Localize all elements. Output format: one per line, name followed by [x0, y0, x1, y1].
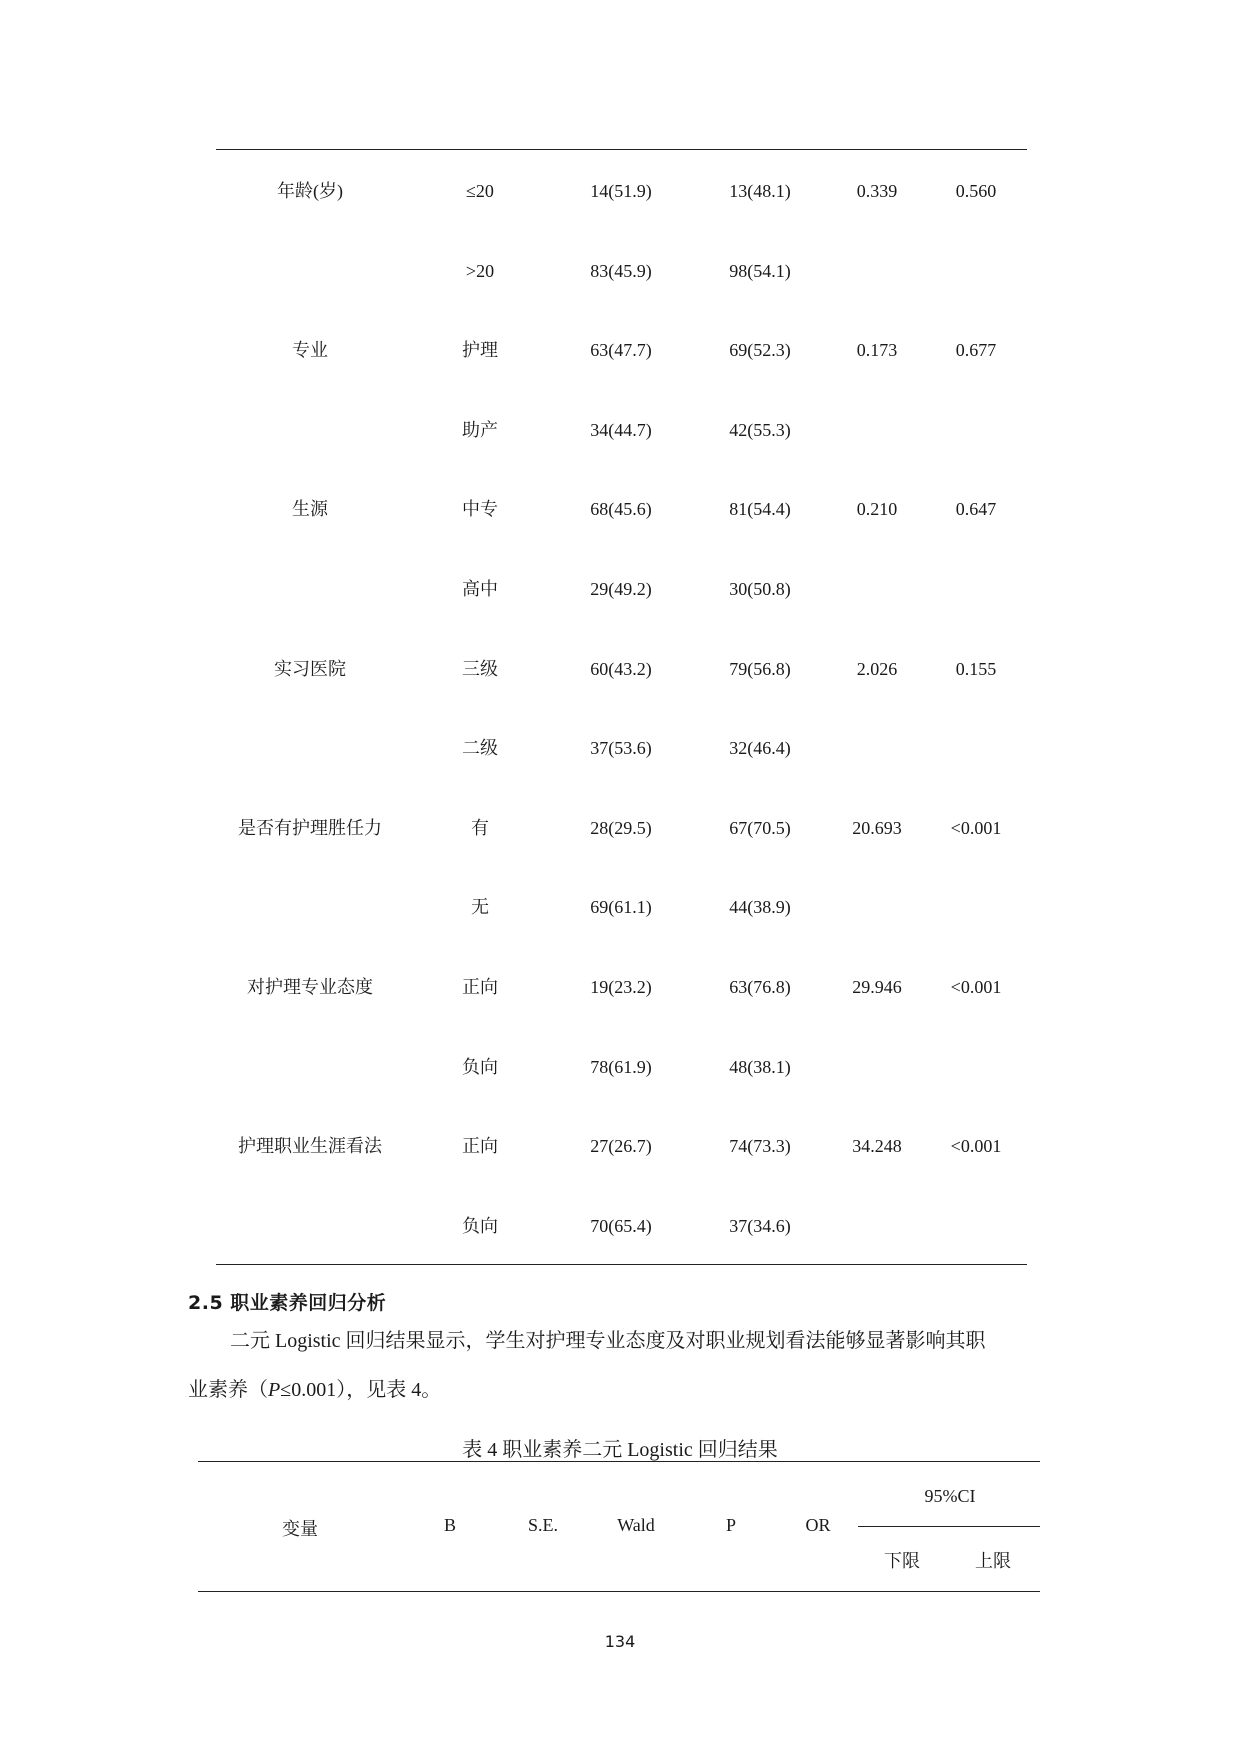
table3-bottom-rule: [216, 1264, 1027, 1265]
table4-ci-rule: [858, 1526, 1040, 1527]
cell-variable: 护理职业生涯看法: [238, 1136, 382, 1156]
paragraph-text: 二元 Logistic 回归结果显示，学生对护理专业态度及对职业规划看法能够显著影响其职: [230, 1330, 986, 1352]
cell-p-value: 0.677: [955, 340, 997, 360]
cell-count-1: 19(23.2): [590, 977, 652, 997]
cell-variable: 专业: [292, 340, 328, 360]
cell-count-2: 42(55.3): [729, 420, 791, 440]
table4-top-rule: [198, 1461, 1040, 1462]
cell-variable: 是否有护理胜任力: [238, 818, 382, 838]
table4-header-p: P: [725, 1515, 737, 1535]
page-number: 134: [604, 1632, 636, 1651]
cell-count-2: 67(70.5): [729, 818, 791, 838]
cell-count-2: 13(48.1): [729, 181, 791, 201]
cell-group: 助产: [462, 420, 498, 440]
cell-count-1: 68(45.6): [590, 499, 652, 519]
cell-statistic: 0.339: [856, 181, 898, 201]
cell-group: 三级: [462, 659, 498, 679]
cell-group: 护理: [462, 340, 498, 360]
table4-header-or: OR: [805, 1515, 831, 1535]
cell-group: 无: [471, 897, 489, 917]
paragraph-line-1: [188, 1327, 1052, 1355]
cell-p-value: 0.560: [955, 181, 997, 201]
cell-count-1: 28(29.5): [590, 818, 652, 838]
table4-caption: 表 4 职业素养二元 Logistic 回归结果: [462, 1439, 778, 1461]
table4-header-var: 变量: [282, 1519, 318, 1539]
cell-count-1: 14(51.9): [590, 181, 652, 201]
cell-count-2: 79(56.8): [729, 659, 791, 679]
cell-count-1: 78(61.9): [590, 1057, 652, 1077]
section-heading: 2.5 职业素养回归分析: [188, 1292, 387, 1314]
cell-count-1: 60(43.2): [590, 659, 652, 679]
paragraph-text-post: ≤0.001），见表 4。: [280, 1379, 442, 1401]
cell-count-2: 81(54.4): [729, 499, 791, 519]
cell-p-value: <0.001: [950, 818, 1002, 838]
cell-variable: 生源: [292, 499, 328, 519]
cell-group: 负向: [462, 1057, 498, 1077]
cell-count-2: 63(76.8): [729, 977, 791, 997]
cell-count-2: 37(34.6): [729, 1216, 791, 1236]
paragraph-line-2: [188, 1376, 1052, 1404]
cell-count-1: 37(53.6): [590, 738, 652, 758]
table4-header-lower: 下限: [884, 1551, 920, 1571]
cell-statistic: 29.946: [852, 977, 902, 997]
cell-group: ≤20: [466, 181, 494, 201]
cell-count-1: 63(47.7): [590, 340, 652, 360]
cell-group: 负向: [462, 1216, 498, 1236]
cell-group: 高中: [462, 579, 498, 599]
cell-count-2: 69(52.3): [729, 340, 791, 360]
cell-group: 二级: [462, 738, 498, 758]
cell-group: 正向: [462, 977, 498, 997]
cell-p-value: 0.647: [955, 499, 997, 519]
cell-variable: 实习医院: [274, 659, 346, 679]
cell-group: 中专: [462, 499, 498, 519]
cell-count-2: 44(38.9): [729, 897, 791, 917]
table4-header-ci: 95%CI: [924, 1486, 976, 1506]
p-symbol: P: [268, 1379, 281, 1401]
table4-header-wald: Wald: [617, 1515, 655, 1535]
cell-count-1: 83(45.9): [590, 261, 652, 281]
cell-variable: 年龄(岁): [277, 181, 343, 201]
cell-statistic: 34.248: [852, 1136, 902, 1156]
cell-count-1: 29(49.2): [590, 579, 652, 599]
cell-count-1: 34(44.7): [590, 420, 652, 440]
table4-header-upper: 上限: [975, 1551, 1011, 1571]
cell-group: >20: [465, 261, 495, 281]
cell-group: 正向: [462, 1136, 498, 1156]
cell-statistic: 0.173: [856, 340, 898, 360]
cell-p-value: <0.001: [950, 1136, 1002, 1156]
cell-count-1: 69(61.1): [590, 897, 652, 917]
cell-count-2: 98(54.1): [729, 261, 791, 281]
paragraph-text-pre: 业素养（: [188, 1379, 268, 1401]
cell-count-2: 32(46.4): [729, 738, 791, 758]
cell-statistic: 2.026: [856, 659, 898, 679]
cell-p-value: <0.001: [950, 977, 1002, 997]
cell-group: 有: [471, 818, 489, 838]
cell-variable: 对护理专业态度: [247, 977, 373, 997]
cell-count-1: 27(26.7): [590, 1136, 652, 1156]
cell-count-2: 74(73.3): [729, 1136, 791, 1156]
table4-header-se: S.E.: [527, 1515, 559, 1535]
table3-top-rule: [216, 149, 1027, 150]
cell-p-value: 0.155: [955, 659, 997, 679]
cell-count-2: 30(50.8): [729, 579, 791, 599]
cell-count-1: 70(65.4): [590, 1216, 652, 1236]
table4-header-bottom-rule: [198, 1591, 1040, 1592]
cell-statistic: 0.210: [856, 499, 898, 519]
cell-count-2: 48(38.1): [729, 1057, 791, 1077]
table4-header-b: B: [443, 1515, 457, 1535]
cell-statistic: 20.693: [852, 818, 902, 838]
